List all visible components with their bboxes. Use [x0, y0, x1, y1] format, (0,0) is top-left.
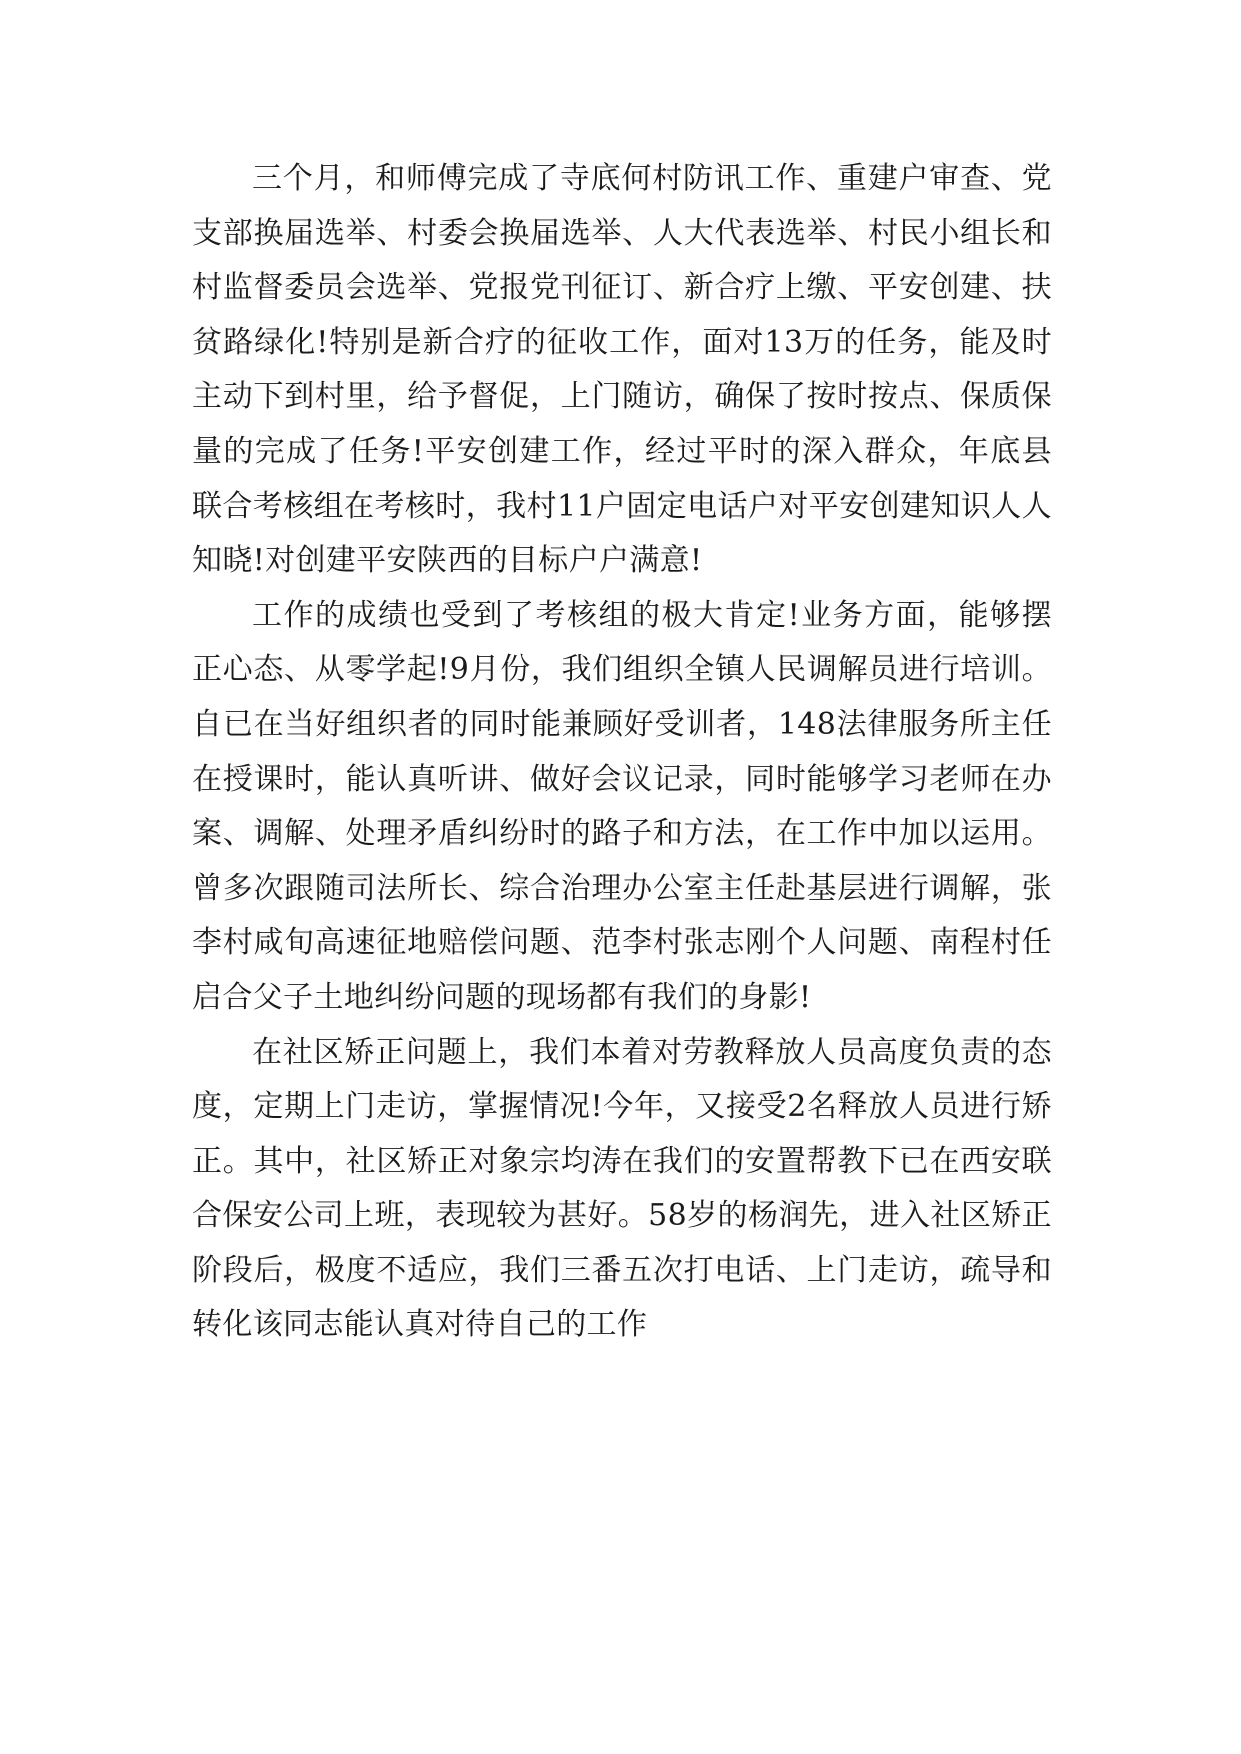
document-body — [192, 152, 1052, 1353]
paragraph-3: 在社区矫正问题上，我们本着对劳教释放人员高度负责的态度，定期上门走访，掌握情况!今年，又接受2名释放人员进行矫正。其中，社区矫正对象宗均涛在我们的安置帮教下已在西安联合保安公司上班，表现较为甚好。58岁的杨润先，进入社区矫正阶段后，极度不适应，我们三番五次打电话、上门走访，疏导和转化该同志能认真对待自己的工作 — [192, 1034, 1052, 1343]
paragraph-1: 三个月，和师傅完成了寺底何村防讯工作、重建户审查、党支部换届选举、村委会换届选举、人大代表选举、村民小组长和村监督委员会选举、党报党刊征订、新合疗上缴、平安创建、扶贫路绿化!特别是新合疗的征收工作，面对13万的任务，能及时主动下到村里，给予督促，上门随访，确保了按时按点、保质保量的完成了任务!平安创建工作，经过平时的深入群众，年底县联合考核组在考核时，我村11户固定电话户对平安创建知识人人知晓!对创建平安陕西的目标户户满意! — [192, 161, 1052, 579]
paragraph-2: 工作的成绩也受到了考核组的极大肯定!业务方面，能够摆正心态、从零学起!9月份，我们组织全镇人民调解员进行培训。自已在当好组织者的同时能兼顾好受训者，148法律服务所主任在授课时，能认真听讲、做好会议记录，同时能够学习老师在办案、调解、处理矛盾纠纷时的路子和方法，在工作中加以运用。曾多次跟随司法所长、综合治理办公室主任赴基层进行调解，张李村咸旬高速征地赔偿问题、范李村张志刚个人问题、南程村任启合父子土地纠纷问题的现场都有我们的身影! — [192, 597, 1052, 1015]
